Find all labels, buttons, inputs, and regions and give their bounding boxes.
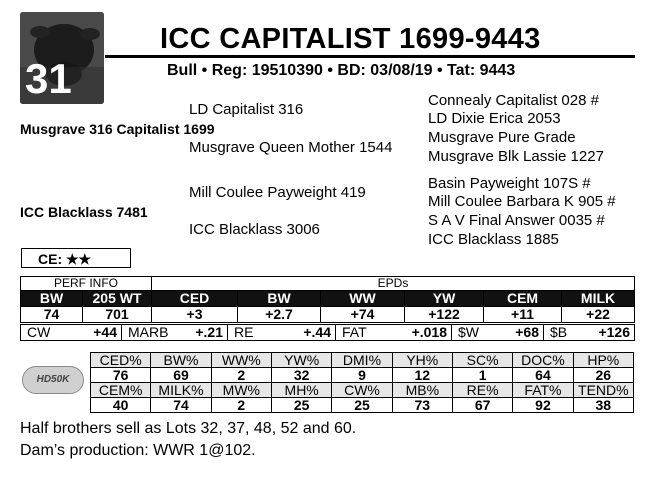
registration-line: Bull • Reg: 19510390 • BD: 03/08/19 • Tat: 9443	[167, 62, 516, 79]
index-label: FAT	[336, 325, 382, 341]
index-label: MARB	[122, 325, 182, 341]
pct-value: 1	[452, 368, 512, 383]
pct-label: WW%	[211, 353, 271, 368]
pct-value: 12	[392, 368, 452, 383]
pct-label: HP%	[573, 353, 633, 368]
epd-value: 74	[21, 307, 83, 323]
pct-value: 38	[573, 398, 633, 413]
sire-sire-sire: Connealy Capitalist 028 #	[428, 92, 599, 109]
pct-label: BW%	[151, 353, 211, 368]
index-value: +126	[584, 325, 635, 341]
epd-value: +3	[152, 307, 238, 323]
percentile-labels-row	[91, 383, 634, 398]
percentile-labels-row	[91, 353, 634, 368]
epd-value: +122	[405, 307, 484, 323]
pct-value: 25	[332, 398, 392, 413]
pct-value: 76	[91, 368, 151, 383]
pct-value: 2	[211, 398, 271, 413]
dam-sire-sire: Basin Payweight 107S #	[428, 175, 591, 192]
epd-value: +74	[321, 307, 405, 323]
col-label: CED	[152, 291, 238, 307]
pct-label: YH%	[392, 353, 452, 368]
lot-number: 31	[25, 55, 72, 102]
col-label: BW	[21, 291, 83, 307]
sire-sire-dam: LD Dixie Erica 2053	[428, 110, 561, 127]
dam-sire-dam: Mill Coulee Barbara K 905 #	[428, 193, 616, 210]
pct-label: MB%	[392, 383, 452, 398]
index-label: $W	[452, 325, 492, 341]
sire-dam-dam: Musgrave Blk Lassie 1227	[428, 148, 604, 165]
pct-label: CED%	[91, 353, 151, 368]
pct-value: 73	[392, 398, 452, 413]
pct-label: DMI%	[332, 353, 392, 368]
epd-value: +22	[562, 307, 635, 323]
epd-header-row	[21, 277, 635, 291]
pct-value: 2	[211, 368, 271, 383]
epd-value: 701	[83, 307, 152, 323]
pct-value: 67	[452, 398, 512, 413]
pct-value: 69	[151, 368, 211, 383]
sire: Musgrave 316 Capitalist 1699	[20, 121, 215, 137]
pct-label: MW%	[211, 383, 271, 398]
dam: ICC Blacklass 7481	[20, 204, 148, 220]
col-label: 205 WT	[83, 291, 152, 307]
dam-dam-sire: S A V Final Answer 0035 #	[428, 212, 605, 229]
epd-value: +11	[484, 307, 562, 323]
dam-dam-dam: ICC Blacklass 1885	[428, 231, 559, 248]
index-row	[21, 325, 635, 341]
col-label: MILK	[562, 291, 635, 307]
index-value: +.21	[182, 325, 228, 341]
pct-value: 64	[513, 368, 573, 383]
pct-label: MILK%	[151, 383, 211, 398]
calving-ease-rating: CE: ★★	[21, 248, 131, 268]
pct-value: 32	[271, 368, 331, 383]
hd50k-logo: HD50K	[22, 366, 84, 394]
index-label: CW	[21, 325, 67, 341]
index-value: +44	[67, 325, 122, 341]
epd-value: +2.7	[238, 307, 321, 323]
pct-value: 26	[573, 368, 633, 383]
pct-label: YW%	[271, 353, 331, 368]
col-label: YW	[405, 291, 484, 307]
index-value: +.018	[382, 325, 452, 341]
pct-value: 9	[332, 368, 392, 383]
half-brothers-note: Half brothers sell as Lots 32, 37, 48, 52 and 60.	[20, 420, 357, 437]
pct-label: TEND%	[573, 383, 633, 398]
pct-label: FAT%	[513, 383, 573, 398]
percentile-values-row	[91, 398, 634, 413]
index-value: +.44	[270, 325, 336, 341]
pct-label: RE%	[452, 383, 512, 398]
pct-label: SC%	[452, 353, 512, 368]
epd-table	[20, 276, 635, 323]
col-label: BW	[238, 291, 321, 307]
pct-label: DOC%	[513, 353, 573, 368]
dam-dam: ICC Blacklass 3006	[189, 221, 320, 238]
epds-header: EPDs	[152, 277, 635, 291]
sire-dam-sire: Musgrave Pure Grade	[428, 129, 576, 146]
pct-value: 74	[151, 398, 211, 413]
col-label: CEM	[484, 291, 562, 307]
dam-sire: Mill Coulee Payweight 419	[189, 184, 366, 201]
index-table	[20, 324, 635, 341]
dam-production-note: Dam’s production: WWR 1@102.	[20, 442, 256, 459]
sire-dam: Musgrave Queen Mother 1544	[189, 139, 393, 156]
pct-label: CW%	[332, 383, 392, 398]
sire-sire: LD Capitalist 316	[189, 101, 304, 118]
index-value: +68	[492, 325, 544, 341]
title-divider	[105, 55, 635, 58]
pct-value: 25	[271, 398, 331, 413]
genomic-percentile-table	[90, 352, 634, 413]
index-label: $B	[544, 325, 584, 341]
pct-label: MH%	[271, 383, 331, 398]
pct-value: 92	[513, 398, 573, 413]
pct-value: 40	[91, 398, 151, 413]
col-label: WW	[321, 291, 405, 307]
pct-label: CEM%	[91, 383, 151, 398]
epd-column-labels	[21, 291, 635, 307]
animal-name: ICC CAPITALIST 1699-9443	[160, 23, 541, 55]
percentile-values-row	[91, 368, 634, 383]
index-label: RE	[228, 325, 270, 341]
perf-info-header: PERF INFO	[21, 277, 152, 291]
epd-values-row	[21, 307, 635, 323]
